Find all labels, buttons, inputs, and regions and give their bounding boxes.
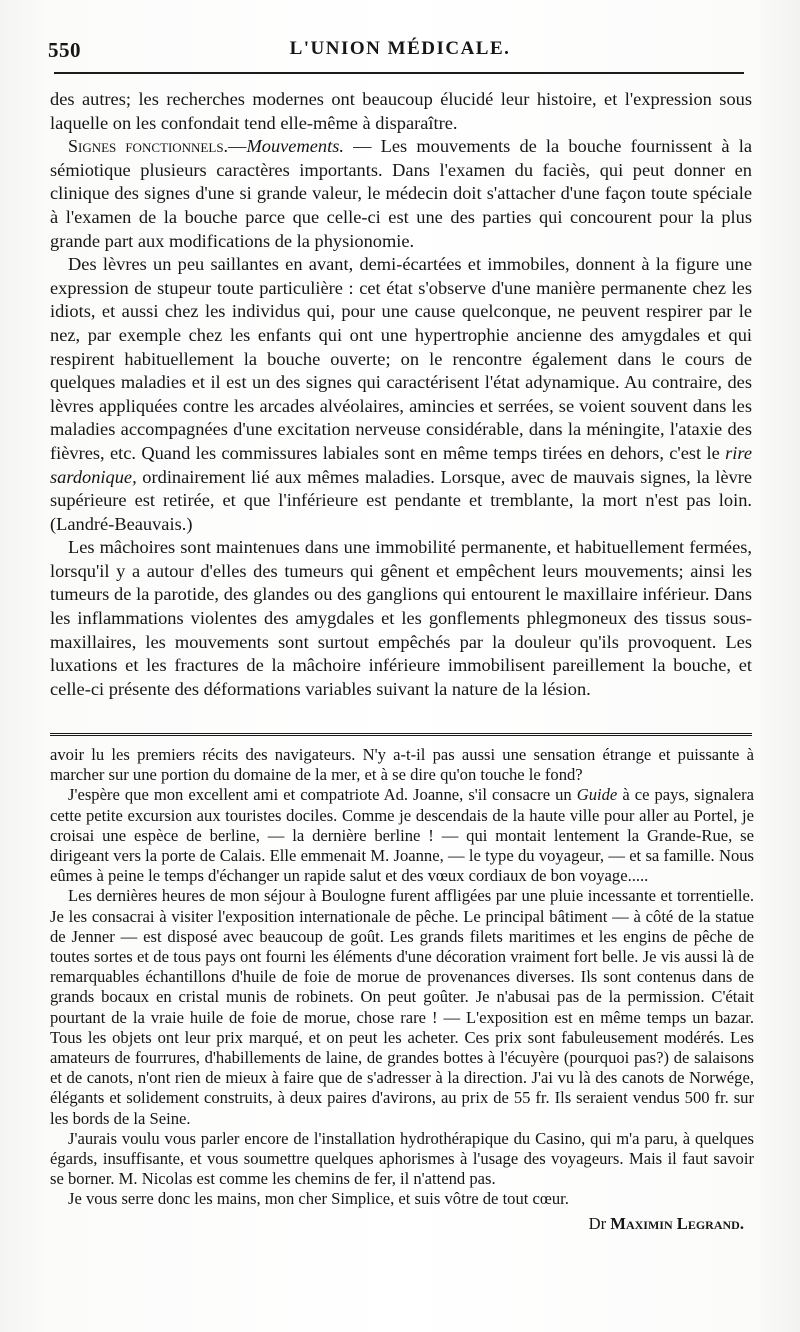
article-paragraph-2-text: — Les mouvements de la bouche fournissent à la sémiotique plusieurs caractères importants. Dans l'examen du faciès, qui peut donner en clinique des signes d'une si grande valeur, le médecin doit s'attacher d'une façon toute spéciale à l'examen de la bouche parce que celle-ci est une des parties qui concourent pour la plus grande part aux modifications de la physionomie. bbox=[50, 136, 752, 251]
feuilleton-divider bbox=[50, 733, 752, 740]
feuilleton-paragraph-3: Les dernières heures de mon séjour à Boulogne furent affligées par une pluie incessante et torrentielle. Je les consacrai à visiter l'exposition internationale de pêche. Le principal bâtiment — à côté de la statue de Jenner — est disposé avec beaucoup de goût. Les grands filets maritimes et les engins de pêche de toutes sortes et de tous pays ont fourni les éléments d'une décoration vraiment fort belle. Je vis aussi là de remarquables échantillons d'huile de foie de morue de provenances diverses. Ils sont contenus dans de grands bocaux en cristal munis de robinets. On peut goûter. Je n'abusai pas de la permission. C'était pourtant de la vraie huile de foie de morue, chose rare ! — L'exposition est en même temps un bazar. Tous les objets ont leur prix marqué, et on peut les acheter. Ces prix sont fabuleusement modérés. Les amateurs de fourrures, d'habillements de laine, de grandes bottes à l'écuyère (pourquoi pas?) de salaisons et de canots, n'ont rien de mieux à faire que de s'adresser à la direction. J'ai vu là des canots de Norwége, élégants et solidement construits, à deux paires d'avirons, au prix de 55 fr. Ils seraient vendus 500 fr. sur les bords de la Seine. bbox=[50, 886, 754, 1128]
article-paragraph-3 bbox=[50, 253, 752, 536]
header-rule bbox=[54, 72, 744, 74]
feuilleton-paragraph-2 bbox=[50, 785, 754, 886]
signature-name: Maximin Legrand. bbox=[610, 1213, 744, 1233]
heading-dash: — bbox=[228, 136, 247, 157]
feuilleton-body bbox=[50, 745, 754, 1234]
page-number: 550 bbox=[48, 38, 81, 62]
feuilleton-paragraph-4: J'aurais voulu vous parler encore de l'installation hydrothérapique du Casino, qui m'a paru, à quelques égards, insuffisante, et vous soumettre quelques aphorismes à l'usage des voyageurs. Mais il faut savoir se borner. M. Nicolas est comme les chemins de fer, il n'attend pas. bbox=[50, 1128, 754, 1189]
running-title: L'UNION MÉDICALE. bbox=[289, 38, 511, 59]
signature bbox=[50, 1214, 754, 1234]
italic-guide: Guide bbox=[576, 785, 618, 805]
article-paragraph-2 bbox=[50, 135, 752, 253]
italic-term: rire sardonique, bbox=[50, 442, 752, 487]
article-paragraph-3-start: Des lèvres un peu saillantes en avant, demi-écartées et immobiles, donnent à la figure une expression de stupeur toute particulière : cet état s'observe d'une manière permanente chez les idiots, et aussi chez les individus qui, pour une cause quelconque, ne peuvent respirer par le nez, par exemple chez les enfants qui ont une hypertrophie ancienne des amygdales et qui respirent habituellement la bouche ouverte; on le rencontre également dans le cours de quelques maladies et il est un des signes qui caractérisent l'état adynamique. Au contraire, des lèvres appliquées contre les arcades alvéolaires, amincies et serrées, se voient souvent dans les maladies accompagnées d'une excitation nerveuse considérable, dans la méningite, l'ataxie des fièvres, etc. Quand les commissures labiales sont en même temps tirées en dehors, c'est le bbox=[50, 254, 752, 463]
feuilleton-paragraph-5: Je vous serre donc les mains, mon cher Simplice, et suis vôtre de tout cœur. bbox=[68, 1189, 569, 1209]
article-paragraph-3-end: ordinairement lié aux mêmes maladies. Lorsque, avec de mauvais signes, la lèvre supérieure est retirée, et que l'inférieure est pendante et tremblante, la mort n'est pas loin. (Landré-Beauvais.) bbox=[50, 466, 752, 534]
subsection-heading: Mouvements. bbox=[246, 136, 344, 157]
signature-title: Dr bbox=[588, 1213, 607, 1233]
feuilleton-paragraph-2-end: à ce pays, signalera cette petite excursion aux touristes dociles. Comme je descendais de la haute ville pour aller au Portel, je croisai une espèce de berline, — la dernière berline ! — qui montait lentement la Grande-Rue, se dirigeant vers la porte de Calais. Elle emmenait M. Joanne, — le type du voyageur, — et sa famille. Nous eûmes à peine le temps d'échanger un rapide salut et des vœux cordiaux de bon voyage..... bbox=[50, 785, 754, 886]
article-paragraph-4: Les mâchoires sont maintenues dans une immobilité permanente, et habituellement fermées, lorsqu'il y a autour d'elles des tumeurs qui gênent et empêchent leurs mouvements; ainsi les tumeurs de la parotide, des glandes ou des ganglions qui entourent le maxillaire inférieur. Dans les inflammations violentes des amygdales et les gonflements phlegmoneux des tissus sous-maxillaires, les mouvements sont surtout empêchés par la douleur qu'ils provoquent. Les luxations et les fractures de la mâchoire inférieure immobilisent pareillement la bouche, et celle-ci présente des déformations variables suivant la nature de la lésion. bbox=[50, 537, 752, 699]
article-paragraph-1: des autres; les recherches modernes ont beaucoup élucidé leur histoire, et l'expression sous laquelle on les confondait tend elle-même à disparaître. bbox=[50, 89, 752, 133]
page-header bbox=[48, 34, 752, 74]
feuilleton-paragraph-2-start: J'espère que mon excellent ami et compatriote Ad. Joanne, s'il consacre un bbox=[68, 785, 577, 805]
article-body bbox=[50, 88, 752, 701]
section-heading: Signes fonctionnels. bbox=[68, 136, 229, 157]
feuilleton-paragraph-1: avoir lu les premiers récits des navigateurs. N'y a-t-il pas aussi une sensation étrange et puissante à marcher sur une portion du domaine de la mer, et à se dire qu'on touche le fond? bbox=[50, 745, 754, 785]
